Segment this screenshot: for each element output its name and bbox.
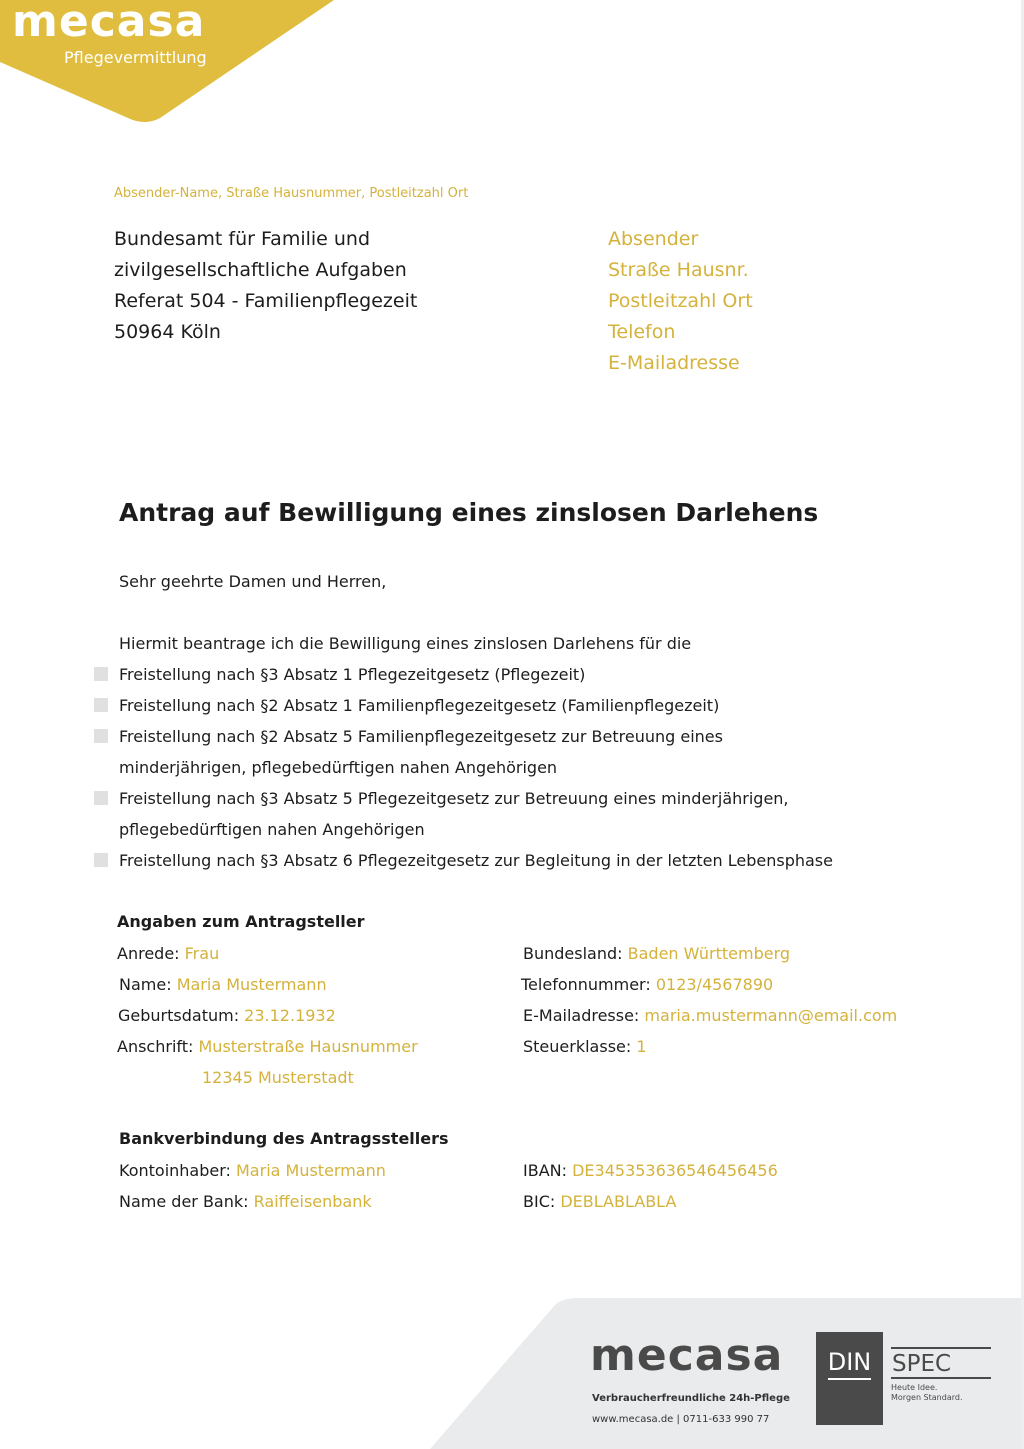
field-value: Musterstraße Hausnummer — [198, 1037, 418, 1056]
recipient-line: zivilgesellschaftliche Aufgaben — [114, 259, 407, 281]
field-bank-name — [119, 1186, 372, 1217]
field-label: Telefonnummer: — [521, 975, 651, 994]
field-iban — [523, 1155, 778, 1186]
option-checkbox[interactable] — [94, 791, 108, 805]
recipient-line: 50964 Köln — [114, 321, 221, 343]
option-checkbox[interactable] — [94, 698, 108, 712]
field-value: Maria Mustermann — [236, 1161, 386, 1180]
field-label: E-Mailadresse: — [523, 1006, 640, 1025]
sender-line: E-Mailadresse — [608, 352, 740, 374]
field-address-line2 — [202, 1062, 354, 1093]
recipient-line: Referat 504 - Familienpflegezeit — [114, 290, 418, 312]
spec-slogan-line: Morgen Standard. — [891, 1393, 963, 1402]
spec-underline — [891, 1377, 991, 1379]
field-label: BIC: — [523, 1192, 556, 1211]
din-logo — [816, 1332, 883, 1425]
option-label: Freistellung nach §3 Absatz 5 Pflegezeitgesetz zur Betreuung eines minderjährigen, pflegebedürftigen nahen Angehörigen — [119, 789, 789, 839]
intro-text: Hiermit beantrage ich die Bewilligung eines zinslosen Darlehens für die — [119, 634, 692, 653]
field-label: Anrede: — [117, 944, 180, 963]
field-email — [523, 1000, 897, 1031]
sender-line: Straße Hausnr. — [608, 259, 749, 281]
field-label: Kontoinhaber: — [119, 1161, 231, 1180]
sender-line: Telefon — [608, 321, 676, 343]
sender-line: Postleitzahl Ort — [608, 290, 753, 312]
sender-address — [608, 224, 753, 379]
option-checkbox[interactable] — [94, 729, 108, 743]
footer-logo-wordmark: mecasa — [590, 1330, 784, 1381]
option-checkbox[interactable] — [94, 667, 108, 681]
field-label: Name der Bank: — [119, 1192, 249, 1211]
option-label: Freistellung nach §3 Absatz 1 Pflegezeitgesetz (Pflegezeit) — [119, 665, 586, 684]
header-logo-subtitle: Pflegevermittlung — [64, 48, 207, 67]
field-value: 12345 Musterstadt — [202, 1068, 354, 1087]
spec-logo-text: SPEC — [892, 1351, 952, 1377]
option-label: Freistellung nach §2 Absatz 1 Familienpflegezeitgesetz (Familienpflegezeit) — [119, 696, 720, 715]
field-bic — [523, 1186, 676, 1217]
field-address — [117, 1031, 418, 1062]
field-phone — [521, 969, 773, 1000]
header-logo-wordmark: mecasa — [12, 0, 206, 47]
field-value: 0123/4567890 — [655, 975, 774, 994]
applicant-section-title: Angaben zum Antragsteller — [117, 912, 365, 931]
footer-tagline: Verbraucherfreundliche 24h-Pflege — [592, 1393, 790, 1404]
field-value: DEBLABLABLA — [560, 1192, 677, 1211]
recipient-address — [114, 224, 417, 348]
field-value: Raiffeisenbank — [253, 1192, 372, 1211]
din-logo-text: DIN — [827, 1348, 872, 1376]
field-value: DE345353636546456456 — [572, 1161, 778, 1180]
field-value: Frau — [184, 944, 220, 963]
field-label: Geburtsdatum: — [118, 1006, 240, 1025]
field-state — [523, 938, 790, 969]
field-label: Anschrift: — [117, 1037, 194, 1056]
field-label: IBAN: — [523, 1161, 567, 1180]
field-value: Baden Württemberg — [627, 944, 791, 963]
spec-slogan-line: Heute Idee. — [891, 1383, 938, 1392]
option-label: Freistellung nach §3 Absatz 6 Pflegezeitgesetz zur Begleitung in der letzten Lebensphase — [119, 851, 833, 870]
field-value: maria.mustermann@email.com — [644, 1006, 898, 1025]
field-anrede — [117, 938, 219, 969]
document-title: Antrag auf Bewilligung eines zinslosen Darlehens — [119, 498, 819, 527]
field-tax-class — [523, 1031, 647, 1062]
field-account-holder — [119, 1155, 386, 1186]
spec-topline — [891, 1347, 991, 1349]
sender-line: Absender — [608, 228, 699, 250]
field-label: Bundesland: — [523, 944, 623, 963]
field-label: Steuerklasse: — [523, 1037, 632, 1056]
field-name — [119, 969, 327, 1000]
din-logo-underline — [828, 1378, 871, 1380]
field-label: Name: — [119, 975, 172, 994]
field-value: Maria Mustermann — [176, 975, 327, 994]
sender-return-line: Absender-Name, Straße Hausnummer, Postleitzahl Ort — [114, 186, 469, 201]
salutation: Sehr geehrte Damen und Herren, — [119, 572, 387, 591]
field-birthdate — [118, 1000, 336, 1031]
option-label: Freistellung nach §2 Absatz 5 Familienpflegezeitgesetz zur Betreuung eines minderjährigen, pflegebedürftigen nahen Angehörigen — [119, 727, 723, 777]
bank-section-title: Bankverbindung des Antragsstellers — [119, 1129, 449, 1148]
recipient-line: Bundesamt für Familie und — [114, 228, 371, 250]
option-checkbox[interactable] — [94, 853, 108, 867]
field-value: 23.12.1932 — [244, 1006, 336, 1025]
field-value: 1 — [636, 1037, 647, 1056]
footer-contact: www.mecasa.de | 0711-633 990 77 — [592, 1414, 770, 1425]
